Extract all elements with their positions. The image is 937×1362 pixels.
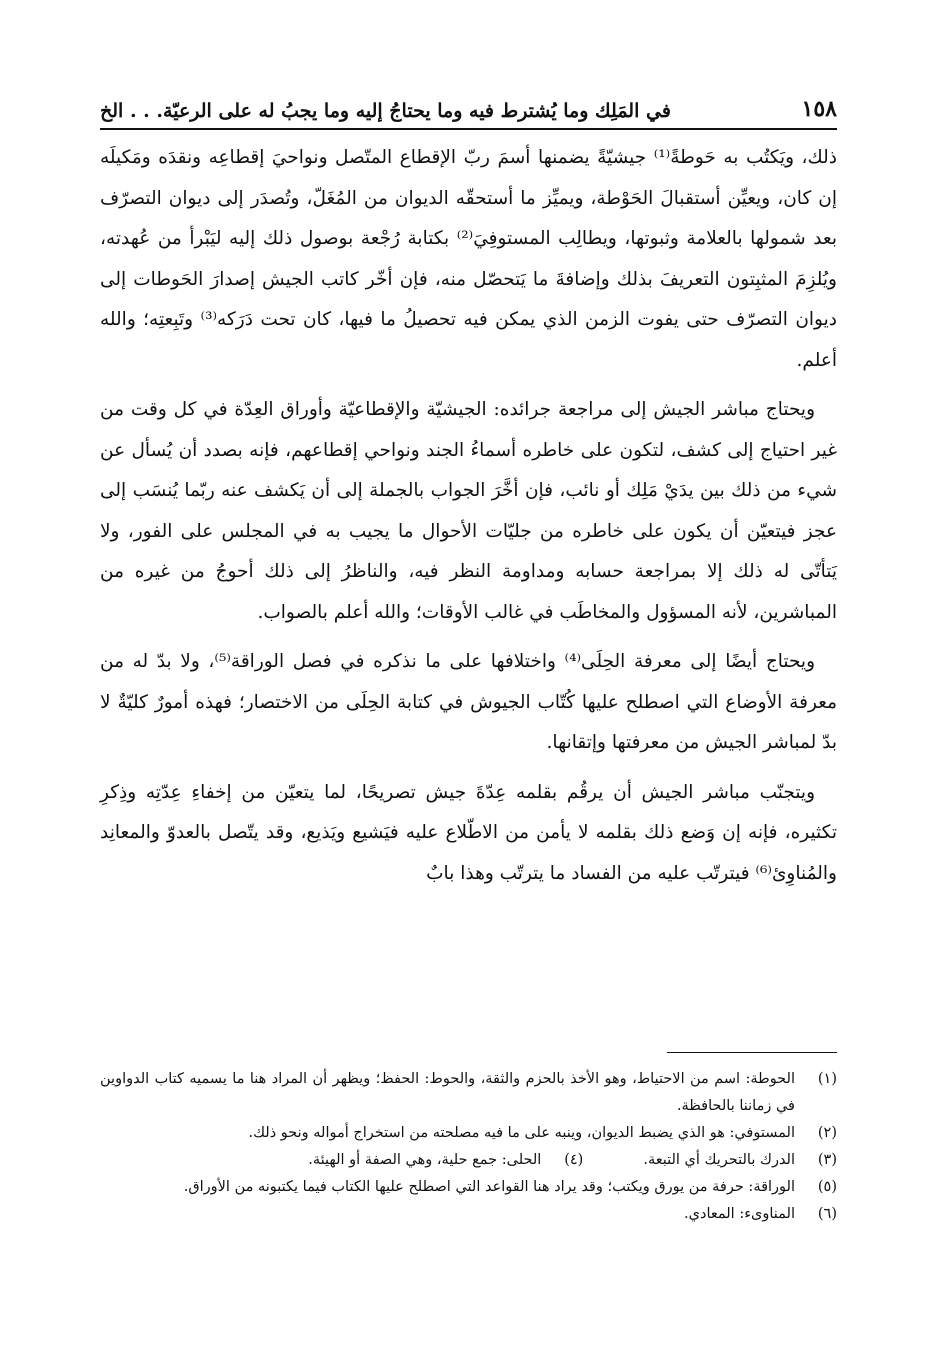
footnote-2 (100, 1120, 837, 1147)
footnote-4 (308, 1147, 583, 1174)
paragraph: ذلك، ويَكتُب به حَوطةً⁽¹⁾ جيشيّةً يضمنها أسمَ ربّ الإقطاع المتّصل ونواحيَ إقطاعِه ونقدَه ومَكيلَه إن كان، ويعيِّن أستقبالَ الحَوْطة، ويميِّز ما أستحقّه الديوان من المُغَلّ، وتُصدَر إلى ديوان التصرّف بعد شمولها بالعلامة وثبوتها، ويطالِب المستوفِيَ⁽²⁾ بكتابة رُجْعة بوصول ذلك إليه ليَبْرأ من عُهدته، ويُلزِمَ المثبِتون التعريفَ بذلك وإضافةَ ما يَتحصّل منه، فإن أخّر كاتب الجيش إصدارَ الحَوطات إلى ديوان التصرّف حتى يفوت الزمن الذي يمكن فيه تحصيلُ ما فيها، كان تحت دَرَكه⁽³⁾ وتَبِعتِه؛ والله أعلم. (100, 147, 837, 371)
footnote-text: الحلى: جمع حلية، وهي الصفة أو الهيئة. (308, 1152, 542, 1168)
footnote-3 (643, 1147, 837, 1174)
footnote-number: (٣) (817, 1152, 837, 1168)
paragraph: ويحتاج مباشر الجيش إلى مراجعة جرائده: الجيشيّة والإقطاعيّة وأوراق العِدّة في كل وقت من غير احتياج إلى كشف، لتكون على خاطره أسماءُ الجند ونواحي إقطاعهم، فإنه بصدد أن يُسأل عن شيء من ذلك بين يدَيْ مَلِك أو نائب، فإن أخَّرَ الجواب بالجملة إلى أن يَكشف عنه ربّما يُنسَب إلى عجز فيتعيّن أن يكون على خاطره من جليّات الأحوال ما يجيب به في المجلس على الفور، ولا يَتأتّى له ذلك إلا بمراجعة حسابه ومداومة النظر فيه، والناظرُ إلى ذلك أحوجُ من غيره من المباشرين، لأنه المسؤول والمخاطَب في غالب الأوقات؛ والله أعلم بالصواب. (100, 399, 837, 623)
footnote-divider (667, 1052, 837, 1053)
footnote-5 (100, 1174, 837, 1201)
footnote-number: (١) (817, 1071, 837, 1087)
paragraph: ويحتاج أيضًا إلى معرفة الحِلَى⁽⁴⁾ واختلافها على ما نذكره في فصل الوراقة⁽⁵⁾، ولا بدّ له من معرفة الأوضاع التي اصطلح عليها كُتّاب الجيوش في كتابة الحِلَى من الاختصار؛ فهذه أمورٌ كليّةٌ لا بدّ لمباشر الجيش من معرفتها وإتقانها. (100, 651, 837, 753)
page-header (100, 82, 837, 130)
footnotes (100, 1066, 837, 1228)
footnote-number: (٤) (564, 1152, 584, 1168)
footnote-6 (100, 1201, 837, 1228)
footnote-text: الحوطة: اسم من الاحتياط، وهو الأخذ بالحزم والثقة، والحوط: الحفظ؛ ويظهر أن المراد هنا ما يسميه كتاب الدواوين في زماننا بالحافظة. (100, 1071, 795, 1114)
footnote-number: (٦) (817, 1206, 837, 1222)
footnote-text: الدرك بالتحريك أي التبعة. (643, 1152, 795, 1168)
footnote-1 (100, 1066, 837, 1120)
main-text (100, 138, 837, 903)
footnote-number: (٢) (817, 1125, 837, 1141)
running-title: في المَلِك وما يُشترط فيه وما يحتاجُ إليه وما يجبُ له على الرعيّة. . . الخ (100, 100, 671, 122)
footnote-row (100, 1147, 837, 1174)
page-number: ١٥٨ (801, 96, 837, 122)
paragraph: ويتجنّب مباشر الجيش أن يرقُم بقلمه عِدّةَ جيش تصريحًا، لما يتعيّن من إخفاءِ عِدّتِه وذِكرِ تكثيره، فإنه إن وَضع ذلك بقلمه لا يأمن من الاطّلاع عليه فيَشيع ويَذيع، وقد يتّصل بالعدوّ والمعانِد والمُناوِئ⁽⁶⁾ فيترتّب عليه من الفساد ما يترتّب وهذا بابٌ (100, 781, 837, 884)
footnote-number: (٥) (817, 1179, 837, 1195)
footnote-text: المناوىء: المعادي. (684, 1206, 795, 1222)
footnote-text: المستوفي: هو الذي يضبط الديوان، وينبه على ما فيه مصلحته من استخراج أمواله ونحو ذلك. (248, 1125, 795, 1141)
footnote-text: الوراقة: حرفة من يورق ويكتب؛ وقد يراد هنا القواعد التي اصطلح عليها الكتاب فيما يكتبونه من الأوراق. (183, 1179, 795, 1195)
